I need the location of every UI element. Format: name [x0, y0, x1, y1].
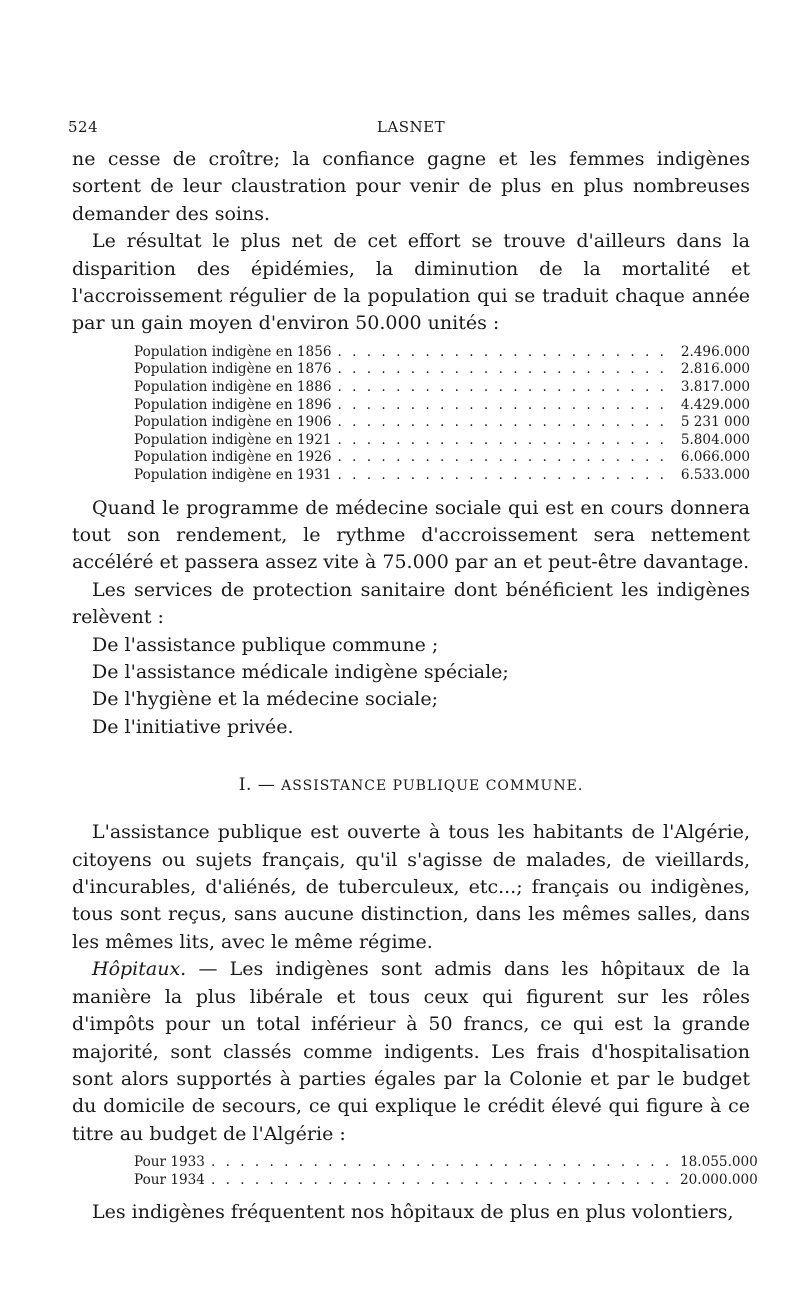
page-header: [68, 118, 750, 146]
population-row: [72, 397, 750, 415]
dot-leader: [338, 432, 675, 450]
running-title: LASNET: [376, 118, 446, 136]
dot-leader: [211, 1172, 674, 1190]
population-value: 2.496.000: [680, 343, 750, 360]
list-item: De l'hygiène et la médecine sociale;: [92, 688, 439, 711]
population-label: Population indigène en 1896: [134, 396, 332, 413]
hopitaux-lead: Hôpitaux.: [92, 958, 187, 981]
paragraph-1: ne cesse de croître; la confiance gagne et les femmes indigènes sortent de leur claustration pour venir de plus en plus nombreuses demander des soins.: [72, 148, 750, 225]
population-value: 5.804.000: [680, 431, 750, 448]
budget-label: Pour 1933: [134, 1154, 205, 1171]
dot-leader: [338, 379, 675, 397]
dot-leader: [338, 449, 675, 467]
dot-leader: [338, 467, 675, 485]
population-value: 2.816.000: [680, 361, 750, 378]
book-page: [68, 118, 758, 1227]
population-row: [72, 467, 750, 485]
population-row: [72, 414, 750, 432]
dot-leader: [338, 397, 675, 415]
paragraph-6-text: — Les indigènes sont admis dans les hôpitaux de la manière la plus libérale et tous ceux qui figurent sur les rôles d'impôts pour un total inférieur à 50 francs, ce qui est la grande majorité, sont classés comme indigents. Les frais d'hospitalisation sont alors supportés à parties égales par la Colonie et par le budget du domicile de secours, ce qui explique le crédit élevé qui figure à ce titre au budget de l'Algérie :: [72, 958, 750, 1145]
population-label: Population indigène en 1921: [134, 431, 332, 448]
population-label: Population indigène en 1856: [134, 343, 332, 360]
population-row: [72, 432, 750, 450]
population-value: 4.429.000: [680, 396, 750, 413]
section-number: I. —: [238, 775, 276, 796]
dot-leader: [338, 414, 675, 432]
budget-label: Pour 1934: [134, 1171, 205, 1188]
dot-leader: [211, 1154, 674, 1172]
population-row: [72, 344, 750, 362]
population-value: 6.533.000: [680, 467, 750, 483]
population-label: Population indigène en 1931: [134, 467, 332, 483]
population-label: Population indigène en 1876: [134, 361, 332, 378]
population-table: [72, 344, 750, 485]
services-list: [72, 632, 750, 742]
budget-value: 18.055.000: [680, 1154, 758, 1171]
budget-row: [72, 1171, 758, 1190]
budget-row: [72, 1154, 758, 1172]
budget-table: [72, 1154, 758, 1189]
population-row: [72, 449, 750, 467]
population-value: 6.066.000: [680, 449, 750, 466]
section-heading: [72, 775, 750, 795]
list-item: De l'initiative privée.: [92, 715, 294, 738]
population-value: 5 231 000: [680, 414, 750, 431]
dot-leader: [338, 361, 675, 379]
population-value: 3.817.000: [680, 379, 750, 396]
population-row: [72, 379, 750, 397]
paragraph-4: Les services de protection sanitaire dont bénéficient les indigènes relèvent :: [72, 578, 750, 629]
paragraph-5: L'assistance publique est ouverte à tous les habitants de l'Algérie, citoyens ou sujets français, qu'il s'agisse de malades, de vieillards, d'incurables, d'aliénés, de tuberculeux, etc...; français ou indigènes, tous sont reçus, sans aucune distinction, dans les mêmes salles, dans les mêmes lits, avec le même régime.: [72, 821, 750, 953]
population-label: Population indigène en 1886: [134, 379, 332, 396]
list-item: De l'assistance médicale indigène spéciale;: [92, 661, 509, 684]
paragraph-2: Le résultat le plus net de cet effort se trouve d'ailleurs dans la disparition des épidémies, la diminution de la mortalité et l'accroissement régulier de la population qui se traduit chaque année par un gain moyen d'environ 50.000 unités :: [72, 230, 750, 335]
list-item: De l'assistance publique commune ;: [92, 633, 439, 656]
page-number: 524: [68, 118, 99, 136]
section-title: ASSISTANCE PUBLIQUE COMMUNE.: [281, 778, 584, 795]
paragraph-6: [72, 956, 750, 1148]
population-label: Population indigène en 1906: [134, 414, 332, 431]
paragraph-7: Les indigènes fréquentent nos hôpitaux de plus en plus volontiers,: [92, 1201, 734, 1224]
population-row: [72, 361, 750, 379]
dot-leader: [338, 344, 675, 362]
budget-value: 20.000.000: [680, 1171, 758, 1188]
population-label: Population indigène en 1926: [134, 449, 332, 466]
paragraph-3: Quand le programme de médecine sociale qui est en cours donnera tout son rendement, le rythme d'accroissement sera nettement accéléré et passera assez vite à 75.000 par an et peut-être davantage.: [72, 496, 750, 574]
